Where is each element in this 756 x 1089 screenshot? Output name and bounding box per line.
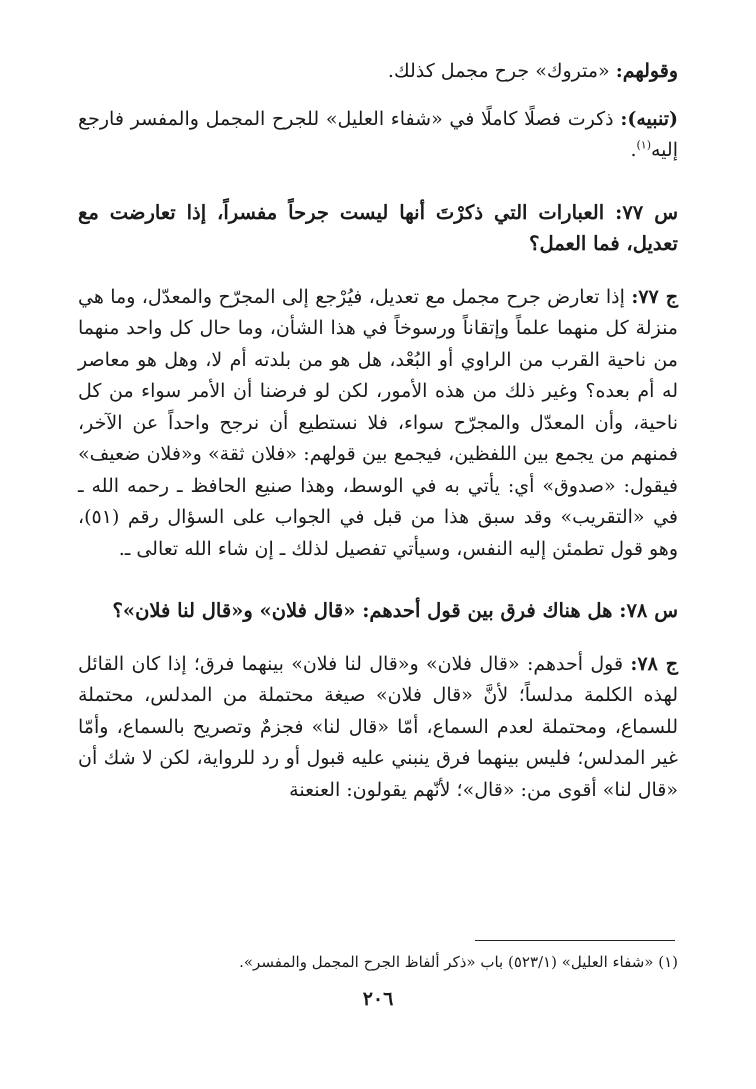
- intro-text: «متروك» جرح مجمل كذلك.: [387, 60, 610, 82]
- footnote-divider: [475, 940, 675, 941]
- answer-77-label: ج ٧٧:: [631, 285, 678, 308]
- question-77: س ٧٧: العبارات التي ذكرْتَ أنها ليست جرحاً مفسراً، إذا تعارضت مع تعديل، فما العمل؟: [78, 200, 679, 255]
- footnote: (١) «شفاء العليل» (٥٢٣/١) باب «ذكر ألفاظ الجرح المجمل والمفسر».: [239, 953, 678, 971]
- page-body: [78, 56, 678, 806]
- tanbih-text: ذكرت فصلًا كاملًا في «شفاء العليل» للجرح المجمل والمفسر فارجع إليه: [78, 107, 678, 161]
- answer-78-label: ج ٧٨:: [630, 652, 678, 675]
- answer-77: [78, 282, 678, 566]
- tanbih-label: (تنبيه):: [620, 107, 678, 130]
- answer-77-text: إذا تعارض جرح مجمل مع تعديل، فيُرْجع إلى المجرّح والمعدّل، وما هي منزلة كل منهما علماً وإتقاناً ورسوخاً في هذا الشأن، وما حال كل واحد منهما من ناحية القرب من الراوي أو البُعْد، هل هو من بلدته أم لا، وهل هو معاصر له أم بعده؟ وغير ذلك من هذه الأمور، لكن لو فرضنا أن الأمر سواء من كل ناحية، وأن المعدّل والمجرّح سواء، فلا نستطيع أن نرجح واحداً عن الآخر، فمنهم من يجمع بين اللفظين، فيجمع بين قولهم: «فلان ثقة» و«فلان ضعيف» فيقول: «صدوق» أي: يأتي به في الوسط، وهذا صنيع الحافظ ـ رحمه الله ـ في «التقريب» وقد سبق هذا من قبل في الجواب على السؤال رقم (٥١)، وهو قول تطمئن إليه النفس، وسيأتي تفصيل لذلك ـ إن شاء الله تعالى ـ.: [78, 285, 678, 560]
- question-78: س ٧٨: هل هناك فرق بين قول أحدهم: «قال فلان» و«قال لنا فلان»؟: [112, 599, 678, 622]
- page-number: ٢٠٦: [362, 988, 394, 1010]
- tanbih-paragraph: [78, 104, 678, 167]
- intro-label: وقولهم:: [615, 60, 678, 82]
- answer-78-text: قول أحدهم: «قال فلان» و«قال لنا فلان» بينهما فرق؛ إذا كان القائل لهذه الكلمة مدلساً؛ لأنَّ «قال فلان» صيغة محتملة من المدلس، محتملة للسماع، ومحتملة لعدم السماع، أمّا «قال لنا» فجزمٌ وتصريح بالسماع، وأمّا غير المدلس؛ فليس بينهما فرق ينبني عليه قبول أو رد للرواية، لكن لا شك أن «قال لنا» أقوى من: «قال»؛ لأنّهم يقولون: العنعنة: [78, 652, 678, 801]
- tanbih-end: .: [630, 139, 637, 161]
- answer-78: [78, 649, 678, 807]
- footnote-ref: (١): [636, 138, 651, 152]
- intro-line: [78, 56, 678, 88]
